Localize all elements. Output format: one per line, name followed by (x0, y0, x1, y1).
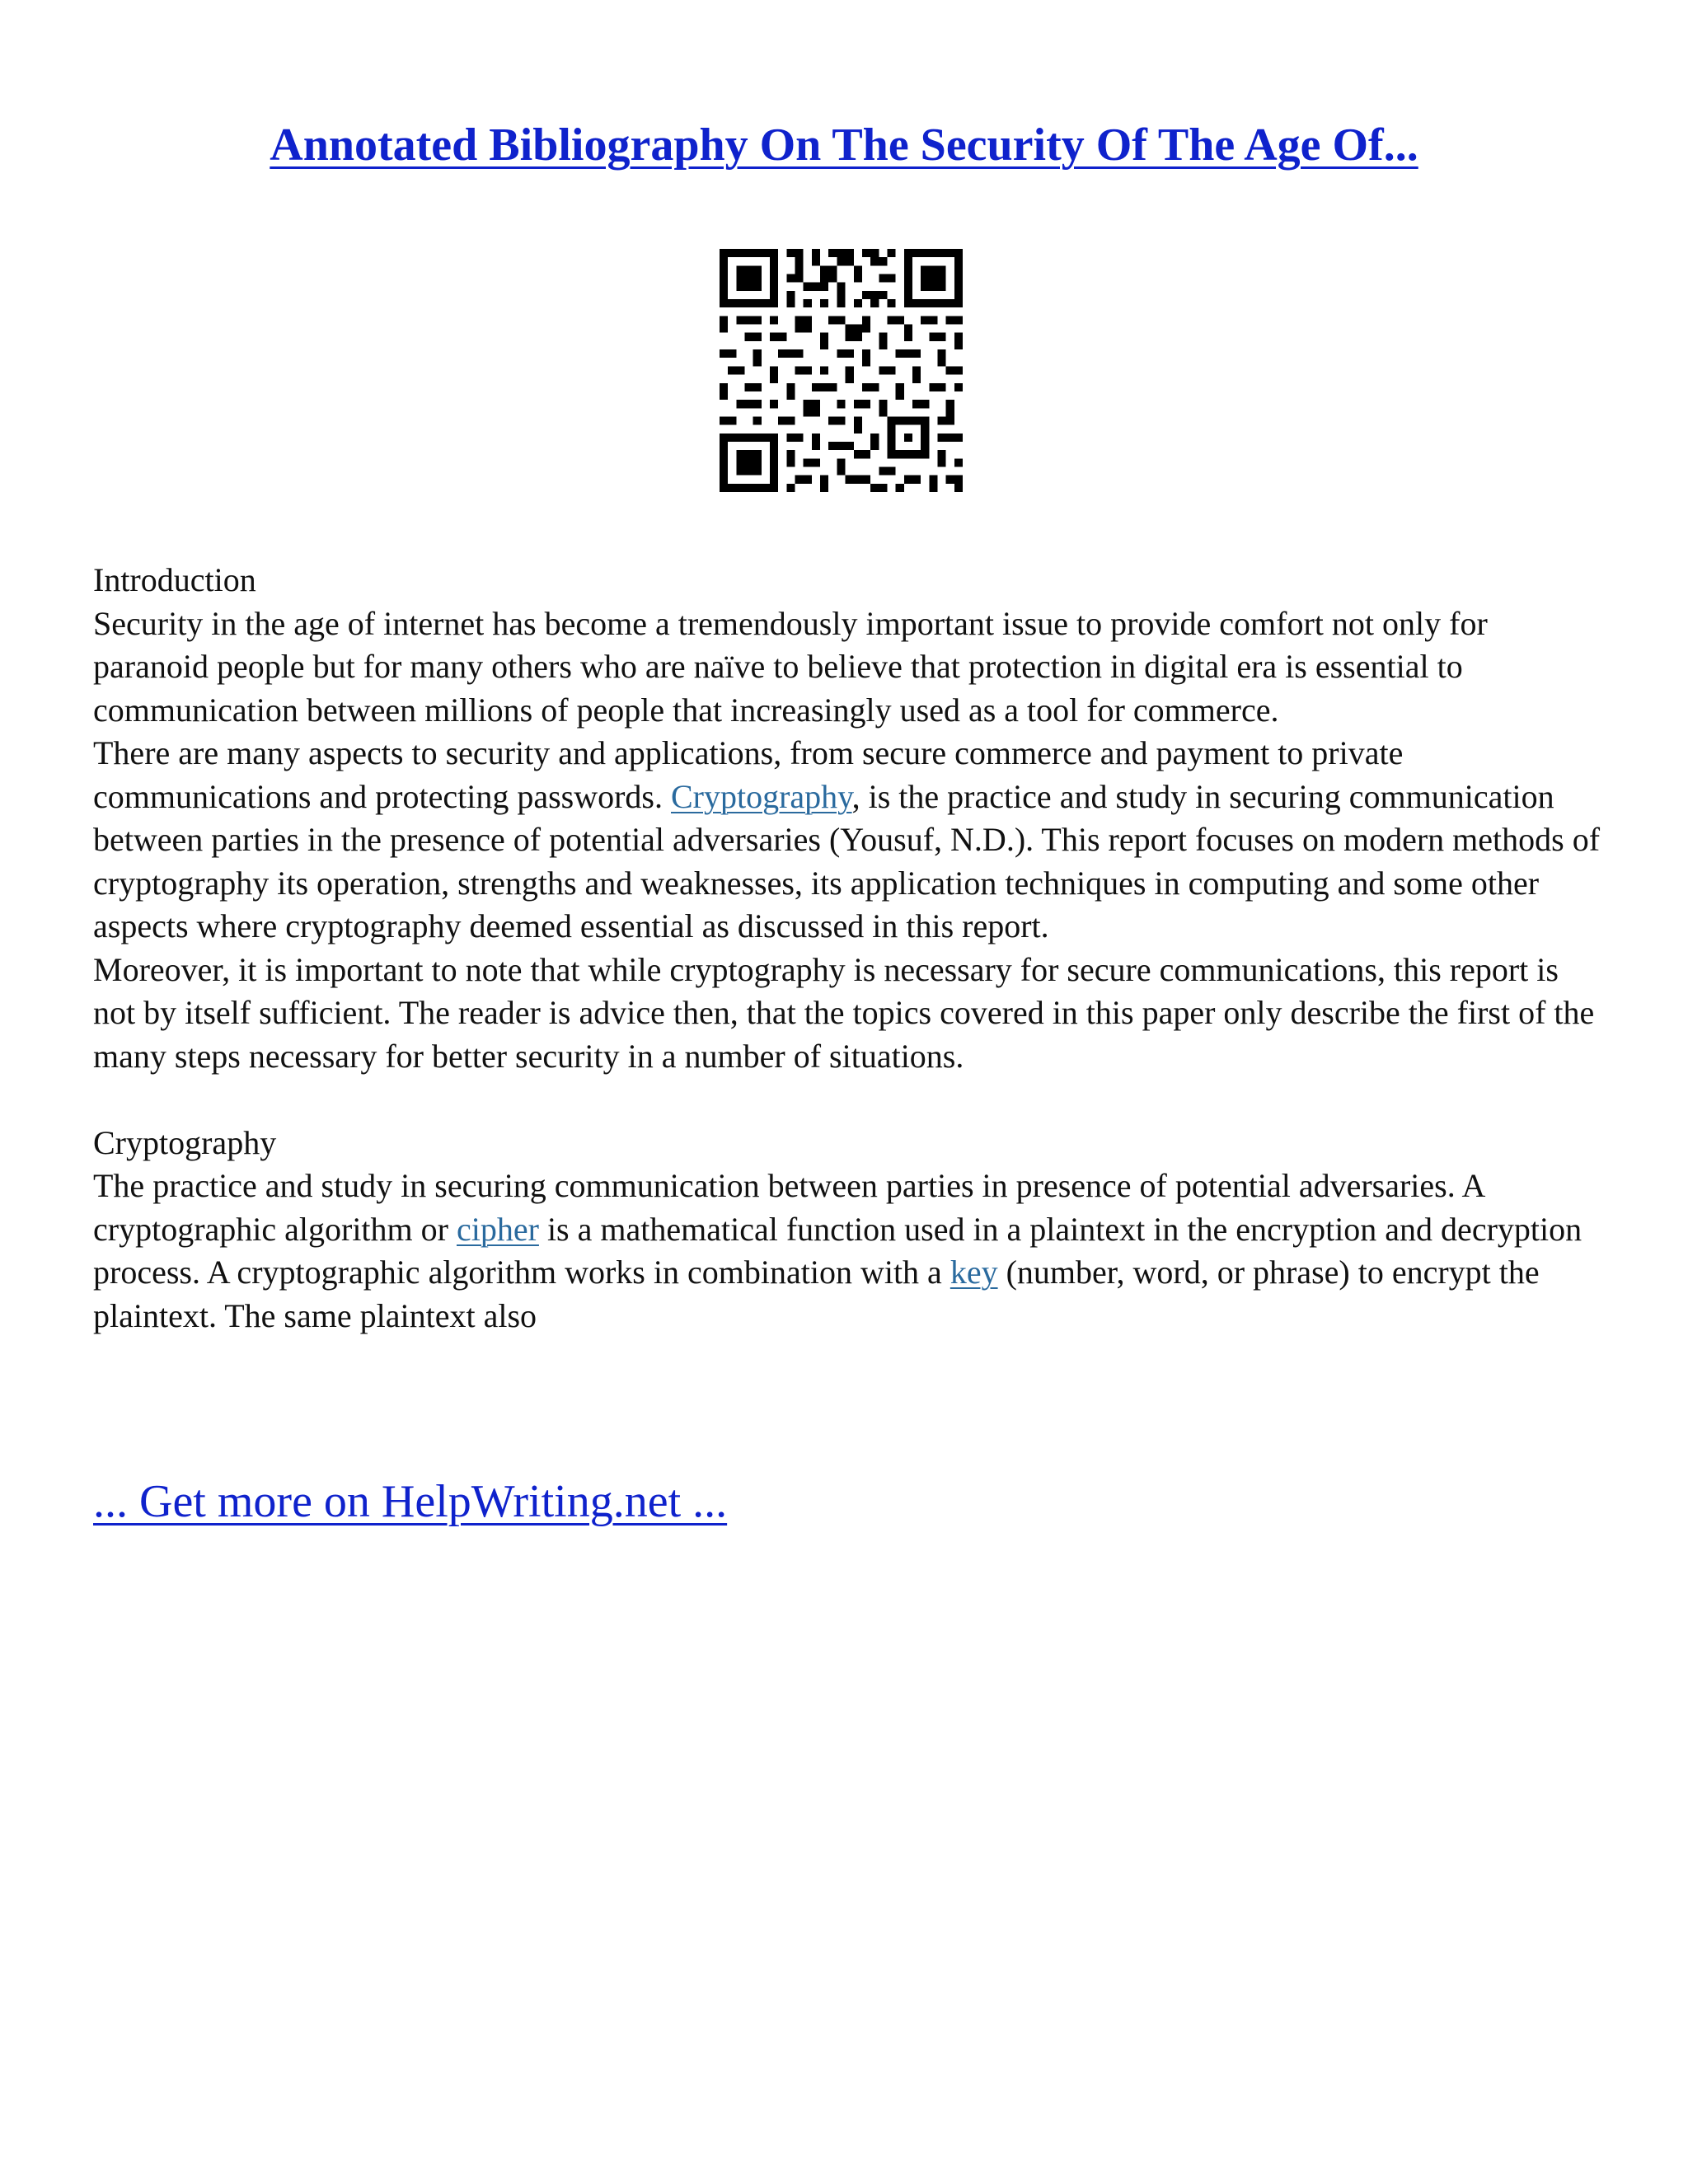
paragraph-gap (93, 1078, 1601, 1122)
intro-p2-text-after: , is the practice and study in securing communication between parties in the presence of potential adversaries (Yousuf, N.D.). This report focuses on modern methods of cryptography its operation, strengths and weaknesses, its application techniques in computing and some other aspects where cryptography deemed essential as discussed in this report. (93, 777, 1601, 944)
get-more-link[interactable]: ... Get more on HelpWriting.net ... (93, 1476, 728, 1527)
cryptography-link[interactable]: Cryptography (670, 777, 852, 815)
section-heading-introduction: Introduction (93, 561, 256, 598)
document-body (93, 559, 1601, 1338)
intro-p2-text-before: There are many aspects to security and applications, from secure commerce and payment to private communications and protecting passwords. (93, 734, 1404, 815)
crypto-p1-text-c: (number, word, or phrase) to encrypt the plaintext. The same plaintext also (93, 1254, 1540, 1334)
crypto-p1-text-a: The practice and study in securing communication between parties in presence of potential adversaries. A cryptographic algorithm or (93, 1167, 1484, 1248)
cipher-link[interactable]: cipher (456, 1210, 539, 1248)
title-link[interactable]: Annotated Bibliography On The Security Of The Age Of... (270, 120, 1418, 171)
qr-code-icon (720, 249, 963, 492)
section-heading-cryptography: Cryptography (93, 1123, 277, 1161)
key-link[interactable]: key (950, 1254, 998, 1291)
intro-paragraph-1: Security in the age of internet has become a tremendously important issue to provide comfort not only for paranoid people but for many others who are naïve to believe that protection in digital era is essential to communication between millions of people that increasingly used as a tool for commerce. (93, 604, 1488, 729)
document-title (0, 115, 1688, 175)
get-more-link-container (93, 1472, 727, 1531)
cryptography-paragraph-1 (93, 1165, 1601, 1338)
intro-paragraph-2 (93, 732, 1601, 949)
crypto-p1-text-b: is a mathematical function used in a plaintext in the encryption and decryption process. A cryptographic algorithm works in combination with a (93, 1210, 1582, 1291)
intro-paragraph-3: Moreover, it is important to note that while cryptography is necessary for secure communications, this report is not by itself sufficient. The reader is advice then, that the topics covered in this paper only describe the first of the many steps necessary for better security in a number of situations. (93, 950, 1595, 1075)
